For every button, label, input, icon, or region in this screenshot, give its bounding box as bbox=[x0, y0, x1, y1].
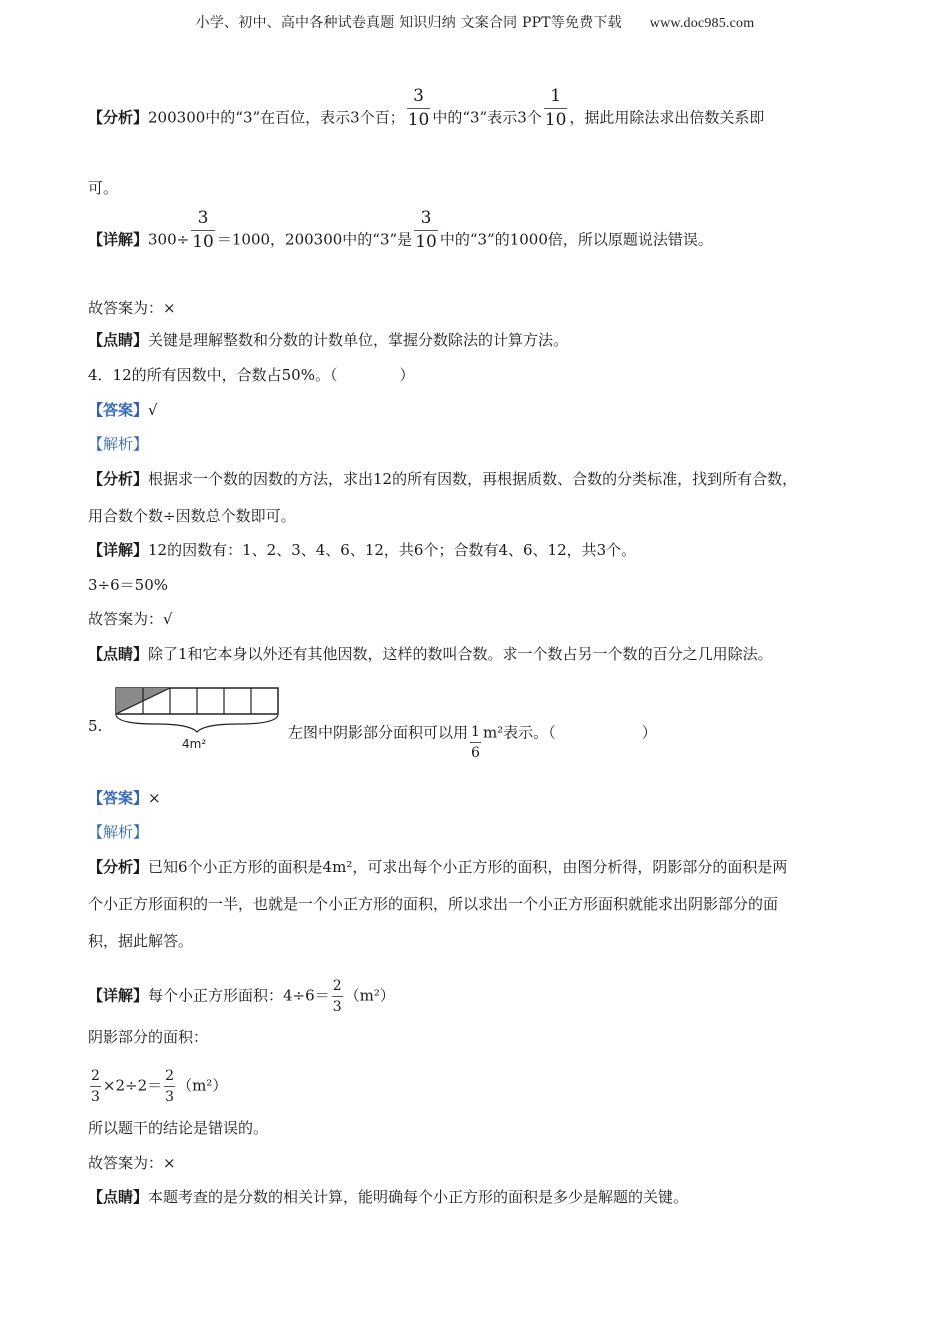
q5-conclusion: 所以题干的结论是错误的。 bbox=[88, 1119, 269, 1137]
fraction bbox=[332, 979, 343, 1014]
frac-num: 1 bbox=[471, 724, 480, 740]
fraction bbox=[164, 1069, 175, 1104]
detail-tag: 【详解】 bbox=[88, 230, 149, 249]
point-tag: 【点睛】 bbox=[88, 331, 149, 349]
frac-den: 3 bbox=[164, 1086, 175, 1104]
analysis-tag: 【分析】 bbox=[88, 858, 149, 876]
frac-num: 3 bbox=[413, 86, 424, 106]
brace bbox=[116, 715, 278, 732]
text: 已知6个小正方形的面积是4m²，可求出每个小正方形的面积，由图分析得，阴影部分的面积是两 bbox=[148, 858, 788, 876]
q3-answer-line: 故答案为：× bbox=[88, 299, 176, 317]
frac-num: 2 bbox=[165, 1068, 175, 1084]
q5-shade-label: 阴影部分的面积： bbox=[88, 1028, 209, 1046]
q5-answer bbox=[88, 788, 161, 808]
fraction bbox=[90, 1069, 101, 1104]
text: 除了1和它本身以外还有其他因数，这样的数叫合数。求一个数占另一个数的百分之几用除法。 bbox=[148, 645, 773, 663]
text: 每个小正方形面积：4÷6＝ bbox=[148, 986, 330, 1005]
frac-num: 2 bbox=[332, 978, 342, 994]
frac-den: 10 bbox=[415, 232, 437, 252]
frac-den: 6 bbox=[470, 742, 481, 760]
frac-num: 1 bbox=[550, 86, 562, 106]
q5-analysis-line2: 个小正方形面积的一半，也就是一个小正方形的面积，所以求出一个小正方形面积就能求出阴影部分的面 bbox=[88, 895, 779, 913]
frac-num: 3 bbox=[197, 208, 209, 228]
q4-calc: 3÷6＝50% bbox=[88, 576, 168, 594]
text: ，据此用除法求出倍数关系即 bbox=[569, 108, 765, 127]
q5-point bbox=[88, 1187, 688, 1207]
fraction bbox=[470, 725, 481, 760]
text: 中的“3”的1000倍，所以原题说法错误。 bbox=[439, 230, 713, 249]
text: （m²） bbox=[177, 1076, 228, 1095]
q5-calc bbox=[88, 1069, 227, 1104]
q5-answer-line: 故答案为：× bbox=[88, 1154, 176, 1172]
q3-analysis-cont: 可。 bbox=[88, 179, 119, 197]
text: ） bbox=[641, 723, 657, 742]
answer-value: √ bbox=[148, 401, 158, 419]
fraction bbox=[407, 88, 431, 129]
q4-analysis bbox=[88, 469, 797, 489]
point-tag: 【点睛】 bbox=[88, 645, 149, 663]
point-tag: 【点睛】 bbox=[88, 1188, 149, 1206]
q3-detail bbox=[88, 208, 713, 261]
text: 中的“3”表示3个 bbox=[432, 108, 542, 127]
text: ＝1000，200300中的“3”是 bbox=[216, 230, 413, 249]
q3-analysis bbox=[88, 86, 765, 139]
fig-label: 4m² bbox=[182, 737, 207, 751]
text: ） bbox=[399, 366, 415, 384]
q4-detail bbox=[88, 540, 636, 560]
text: 200300中的“3”在百位，表示3个百； bbox=[148, 108, 405, 127]
header-text: 小学、初中、高中各种试卷真题 知识归纳 文案合同 PPT等免费下载 bbox=[195, 15, 622, 31]
text: ×2÷2＝ bbox=[102, 1076, 163, 1095]
header-url[interactable]: www.doc985.com bbox=[649, 16, 755, 31]
q5-number: 5. bbox=[88, 717, 103, 735]
analysis-tag: 【分析】 bbox=[88, 470, 149, 488]
q4-answer-line: 故答案为：√ bbox=[88, 610, 173, 628]
detail-tag: 【详解】 bbox=[88, 986, 149, 1005]
fraction bbox=[191, 210, 215, 251]
answer-tag: 【答案】 bbox=[88, 401, 149, 419]
text: 本题考查的是分数的相关计算，能明确每个小正方形的面积是多少是解题的关键。 bbox=[148, 1188, 689, 1206]
q5-question bbox=[288, 716, 657, 761]
frac-den: 3 bbox=[332, 996, 343, 1014]
answer-value: × bbox=[148, 789, 161, 807]
q4-jiexi-tag: 【解析】 bbox=[88, 435, 149, 453]
frac-num: 2 bbox=[91, 1068, 100, 1084]
fraction bbox=[544, 88, 568, 129]
detail-tag: 【详解】 bbox=[88, 541, 149, 559]
fraction bbox=[414, 210, 438, 251]
frac-num: 3 bbox=[420, 208, 432, 228]
q4-analysis-cont: 用合数个数÷因数总个数即可。 bbox=[88, 507, 296, 525]
q4-point bbox=[88, 644, 773, 664]
q4-answer bbox=[88, 400, 158, 420]
analysis-tag: 【分析】 bbox=[88, 108, 149, 127]
frac-den: 10 bbox=[407, 110, 430, 130]
text: 12的因数有：1、2、3、4、6、12，共6个；合数有4、6、12，共3个。 bbox=[148, 541, 637, 559]
text: 4．12的所有因数中，合数占50%。（ bbox=[88, 366, 338, 384]
q5-analysis-line3: 积，据此解答。 bbox=[88, 932, 194, 950]
frac-den: 3 bbox=[90, 1086, 101, 1104]
q4-question bbox=[88, 365, 415, 385]
text: 关键是理解整数和分数的计数单位，掌握分数除法的计算方法。 bbox=[148, 331, 569, 349]
page-header bbox=[0, 12, 950, 32]
q3-point bbox=[88, 330, 568, 350]
q5-detail bbox=[88, 979, 395, 1014]
text: 左图中阴影部分面积可以用 bbox=[288, 723, 469, 742]
text: 根据求一个数的因数的方法，求出12的所有因数，再根据质数、合数的分类标准，找到所有合数， bbox=[148, 470, 798, 488]
text: （m²） bbox=[344, 986, 395, 1005]
frac-den: 10 bbox=[544, 110, 567, 130]
answer-tag: 【答案】 bbox=[88, 789, 149, 807]
shaded-rectangle-figure bbox=[114, 686, 282, 752]
frac-den: 10 bbox=[192, 232, 214, 252]
q5-analysis bbox=[88, 857, 787, 877]
q5-jiexi-tag: 【解析】 bbox=[88, 823, 149, 841]
text: m²表示。（ bbox=[482, 723, 556, 742]
text: 300÷ bbox=[148, 230, 190, 249]
